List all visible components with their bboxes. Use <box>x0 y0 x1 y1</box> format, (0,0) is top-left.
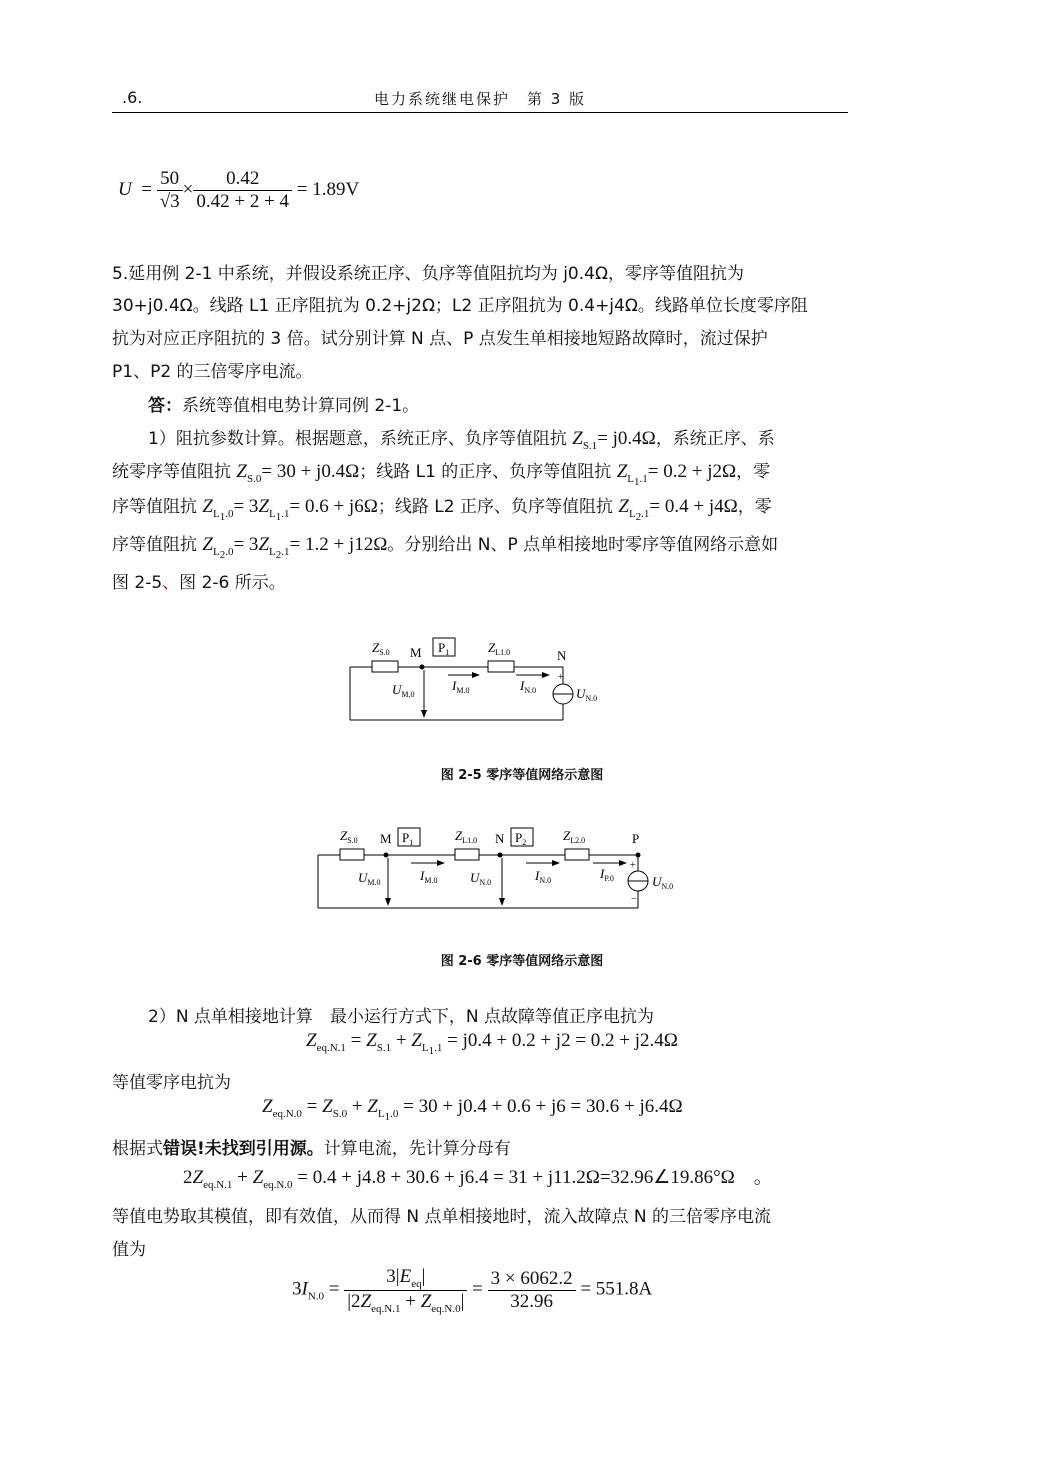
arrow-head <box>472 672 480 678</box>
step2-title: 2）N 点单相接地计算 最小运行方式下，N 点故障等值正序电抗为 <box>148 1007 655 1027</box>
label-m: M <box>380 831 392 846</box>
arrow-head <box>499 898 505 906</box>
equation-zeq-n0: $Z_{eq.N.0} = Z_{S.0} + Z_{L_1.0} = 30 + j0.4 + 0.6 + j6 = 30.6 + j6.4\Omega$ <box>262 1096 683 1123</box>
effective-value-line-2: 值为 <box>112 1240 146 1260</box>
step1-line-4: 序等值阻抗 $Z_{L_2.0}= 3Z_{L_2.1}= 1.2 + j12\Omega$。分别给出 N、P 点单相接地时零序等值网络示意如 <box>112 534 779 561</box>
label-zl10: $Z_{L1.0}$ <box>455 828 478 845</box>
effective-value-line-1: 等值电势取其模值，即有效值，从而得 N 点单相接地时，流入故障点 N 的三倍零序电流 <box>112 1207 772 1227</box>
resistor-zs0 <box>372 661 398 672</box>
label-in0: $I_{N.0}$ <box>520 678 537 695</box>
label-ip0: $I_{P.0}$ <box>600 866 614 883</box>
page-number: .6. <box>122 88 143 107</box>
resistor-zl1 <box>488 661 514 672</box>
label-im0: $I_{M.0}$ <box>420 868 438 885</box>
figure-2-5-caption: 图 2-5 零序等值网络示意图 <box>440 768 604 783</box>
equation-zeq-n1: $Z_{eq.N.1} = Z_{S.1} + Z_{L_1.1} = j0.4 + 0.2 + j2 = 0.2 + j2.4\Omega$ <box>306 1030 678 1057</box>
node-n <box>498 853 503 858</box>
node-p <box>636 853 641 858</box>
plus-sign: + <box>630 860 636 871</box>
step1-line-5: 图 2-5、图 2-6 所示。 <box>112 573 286 593</box>
arrow-head <box>619 860 627 866</box>
arrow-head <box>542 672 550 678</box>
reference-line: 根据式错误!未找到引用源。计算电流，先计算分母有 <box>112 1139 511 1159</box>
label-p: P <box>632 831 640 846</box>
label-un0-src: $U_{N.0}$ <box>652 874 674 891</box>
voltage-equation: U = $\frac{50}{√3}$ × $\frac{0.42}{0.42 + 2 + 4}$ = 1.89V <box>118 168 360 212</box>
label-in0: $I_{N.0}$ <box>535 868 552 885</box>
problem-line-4: P1、P2 的三倍零序电流。 <box>112 362 313 382</box>
equation-3i0: $3I_{N.0}$ = $\frac{3|E_{eq}|}{|2Z_{eq.N.1} + Z_{eq.N.0}|}$ = $\frac{3 \times 6062.2}{32.96}$ = 551.8A <box>292 1266 653 1315</box>
fraction-left: $\frac{3|E_{eq}|}{|2Z_{eq.N.1} + Z_{eq.N.0}|}$ <box>344 1266 467 1315</box>
label-zs0: $Z_{S.0}$ <box>340 828 358 845</box>
arrow-head <box>421 710 427 718</box>
label-n: N <box>495 831 505 846</box>
arrow-head <box>552 860 560 866</box>
plus-sign: + <box>558 672 564 683</box>
label-um0: $U_{M.0}$ <box>392 682 415 699</box>
resistor-zs0 <box>340 849 364 860</box>
book-title: 电力系统继电保护 第 3 版 <box>373 90 587 108</box>
problem-line-2: 30+j0.4Ω。线路 L1 正序阻抗为 0.2+j2Ω；L2 正序阻抗为 0.4+j4Ω。线路单位长度零序阻 <box>112 296 808 316</box>
figure-2-5-circuit <box>330 630 630 730</box>
label-zs0: $Z_{S.0}$ <box>372 640 390 657</box>
figure-2-6-caption: 图 2-6 零序等值网络示意图 <box>440 954 604 969</box>
label-n: N <box>557 648 567 663</box>
resistor-zl2 <box>565 849 589 860</box>
figure-2-6-circuit <box>310 820 700 912</box>
label-m: M <box>410 645 422 660</box>
label-p1: $P_1$ <box>438 640 450 657</box>
minus-sign: − <box>631 894 637 905</box>
step1-line-1: 1）阻抗参数计算。根据题意，系统正序、负序等值阻抗 $Z_{S.1}= j0.4\Omega$，系统正序、系 <box>148 428 775 452</box>
label-zl10: $Z_{L1.0}$ <box>488 640 511 657</box>
label-im0: $I_{M.0}$ <box>452 678 470 695</box>
fraction-right: $\frac{3 \times 6062.2}{32.96}$ <box>488 1268 576 1313</box>
step1-line-2: 统零序等值阻抗 $Z_{S.0}= 30 + j0.4\Omega$；线路 L1 的正序、负序等值阻抗 $Z_{L_1.1}= 0.2 + j2\Omega$，零 <box>112 461 771 488</box>
node-m <box>384 853 389 858</box>
problem-line-3: 抗为对应正序阻抗的 3 倍。试分别计算 N 点、P 点发生单相接地短路故障时，流过保护 <box>112 329 768 349</box>
label-um0: $U_{M.0}$ <box>358 870 381 887</box>
label-p1: $P_1$ <box>402 830 414 847</box>
node-m <box>420 665 425 670</box>
label-un0: $U_{N.0}$ <box>470 870 492 887</box>
equation-denominator: $2Z_{eq.N.1} + Z_{eq.N.0} = 0.4 + j4.8 + 30.6 + j6.4 = 31$ + j11.2Ω=32.96∠19.86°Ω 。 <box>183 1167 773 1191</box>
step1-line-3: 序等值阻抗 $Z_{L_1.0}= 3Z_{L_1.1}= 0.6 + j6\Omega$；线路 L2 正序、负序等值阻抗 $Z_{L_2.1}= 0.4 + j4\Omega$，零 <box>112 496 772 523</box>
label-zl20: $Z_{L2.0}$ <box>563 828 586 845</box>
arrow-head <box>437 860 445 866</box>
page-header <box>112 86 848 113</box>
problem-line-1: 5.延用例 2-1 中系统，并假设系统正序、负序等值阻抗均为 j0.4Ω，零序等值阻抗为 <box>112 264 744 284</box>
zero-sequence-label: 等值零序电抗为 <box>112 1073 231 1093</box>
label-p2: $P_2$ <box>515 830 527 847</box>
resistor-zl1 <box>455 849 479 860</box>
answer-line: 答：系统等值相电势计算同例 2-1。 <box>148 396 420 416</box>
label-un0: $U_{N.0}$ <box>576 686 598 703</box>
arrow-head <box>385 898 391 906</box>
